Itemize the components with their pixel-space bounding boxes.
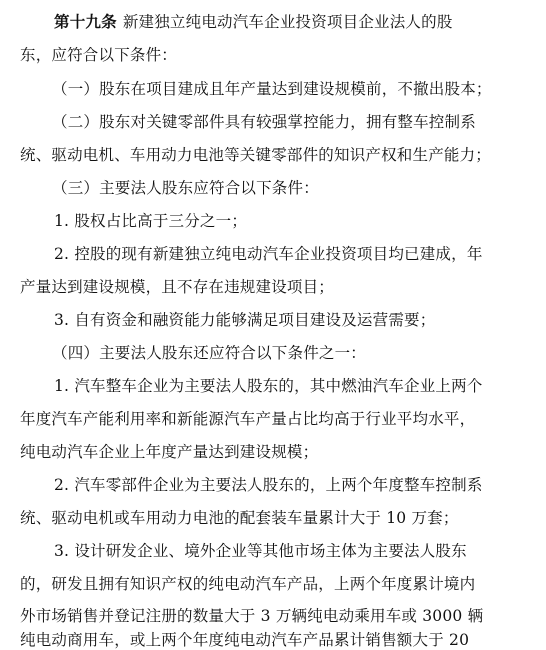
item-4-3-line4: 纯电动商用车，或上两个年度纯电动汽车产品累计销售额大于 20 xyxy=(20,631,470,649)
item-4-2-line2: 统、驱动电机或车用动力电池的配套装车量累计大于 10 万套； xyxy=(20,509,459,527)
item-3-2-line2: 产量达到建设规模，且不存在违规建设项目； xyxy=(20,278,335,296)
item-3-2-line1: 2. 控股的现有新建独立纯电动汽车企业投资项目均已建成，年 xyxy=(54,245,483,263)
item-4-3-line2: 的，研发且拥有知识产权的纯电动汽车产品，上两个年度累计境内 xyxy=(20,575,476,593)
item-3-3: 3. 自有资金和融资能力能够满足项目建设及运营需要； xyxy=(54,311,436,329)
item-2-line1: （二）股东对关键零部件具有较强掌控能力，拥有整车控制系 xyxy=(52,113,476,131)
item-4-3-line3: 外市场销售并登记注册的数量大于 3 万辆纯电动乘用车或 3000 辆 xyxy=(20,607,484,625)
item-4-1-line1: 1. 汽车整车企业为主要法人股东的，其中燃油汽车企业上两个 xyxy=(54,377,483,395)
item-1: （一）股东在项目建成且年产量达到建设规模前，不撤出股本； xyxy=(52,80,492,98)
item-2-line2: 统、驱动电机、车用动力电池等关键零部件的知识产权和生产能力； xyxy=(20,146,492,164)
item-4-1-line3: 纯电动汽车企业上年度产量达到建设规模； xyxy=(20,443,319,461)
item-4-2-line1: 2. 汽车零部件企业为主要法人股东的，上两个年度整车控制系 xyxy=(54,476,483,494)
article-heading xyxy=(54,12,453,32)
item-4: （四）主要法人股东还应符合以下条件之一： xyxy=(52,344,367,362)
item-3-1: 1. 股权占比高于三分之一； xyxy=(54,212,248,230)
item-3: （三）主要法人股东应符合以下条件： xyxy=(52,179,319,197)
article-label: 第十九条 xyxy=(54,12,117,31)
item-4-3-line1: 3. 设计研发企业、境外企业等其他市场主体为主要法人股东 xyxy=(54,542,467,560)
article-title-line1: 新建独立纯电动汽车企业投资项目企业法人的股 xyxy=(122,13,453,31)
item-4-1-line2: 年度汽车产能利用率和新能源汽车产量占比均高于行业平均水平， xyxy=(20,410,476,428)
article-title-line2: 东，应符合以下条件： xyxy=(20,46,178,64)
